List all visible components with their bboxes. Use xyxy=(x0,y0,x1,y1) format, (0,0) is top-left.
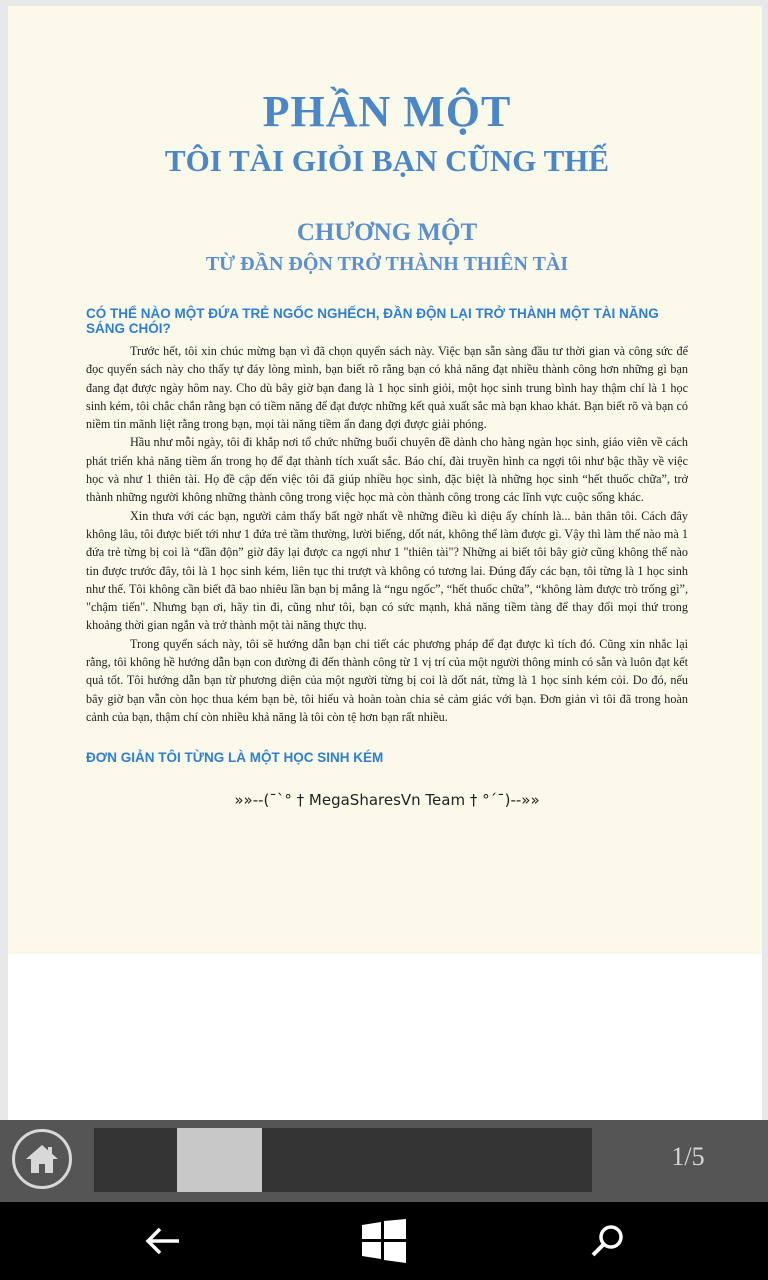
windows-logo-icon xyxy=(361,1219,407,1263)
reader-toolbar xyxy=(0,1120,768,1202)
viewer-frame-left xyxy=(0,0,8,1120)
chapter-title: CHƯƠNG MỘT xyxy=(296,219,478,246)
paragraph: Xin thưa với các bạn, người cảm thấy bất ngờ nhất về những điều kì diệu ấy chính là... bản thân tôi. Cách đây không lâu, tôi được biết tới như 1 đứa trẻ tầm thường, lười biếng, dốt nát, không thể làm được gì. Vậy thì làm thế nào mà 1 đứa trẻ từng bị coi là “đần độn” giờ đây lại được ca ngợi như 1 "thiên tài"? Những ai biết tôi bây giờ cũng không thể nào tin được trước đây, tôi là 1 học sinh kém, liên tục thi trượt và không có tương lai. Đúng đấy các bạn, tôi từng là 1 học sinh như thế. Tôi không cần biết đã bao nhiêu lần bạn bị mắng là “ngu ngốc”, “hết thuốc chữa”, “không làm được trò trống gì”, "chậm tiến". Nhưng bạn ơi, hãy tin đi, cũng như tôi, bạn có sức mạnh, khả năng tiềm tàng để thay đổi mọi thứ trong khoảng thời gian ngắn và trở thành một tài năng thực thụ. xyxy=(86,508,688,633)
chapter-subtitle: TỪ ĐẦN ĐỘN TRỞ THÀNH THIÊN TÀI xyxy=(205,253,569,275)
back-button[interactable] xyxy=(139,1217,187,1265)
part-title: PHẦN MỘT xyxy=(262,87,512,136)
paragraph: Hầu như mỗi ngày, tôi đi khắp nơi tổ chức những buổi chuyên đề dành cho hàng ngàn học sinh, giáo viên về cách phát triển khả năng tiềm ẩn trong họ để đạt thành tích xuất sắc. Báo chí, đài truyền hình ca ngợi tôi như bậc thầy về việc học và như 1 thiên tài. Họ đề cập đến việc tôi đã giúp nhiều học sinh, đặc biệt là những học sinh “hết thuốc chữa”, trở thành những người không những thành công trong việc học mà còn thành công trong các lĩnh vực cuộc sống khác. xyxy=(86,435,688,505)
windows-button[interactable] xyxy=(360,1217,408,1265)
search-button[interactable] xyxy=(584,1217,632,1265)
part-subtitle: TÔI TÀI GIỎI BẠN CŨNG THẾ xyxy=(164,143,610,178)
home-button[interactable] xyxy=(12,1129,72,1189)
signature: »»--(¯`° † MegaSharesVn Team † °´¯)--»» xyxy=(234,791,540,810)
page-indicator: 1/5 xyxy=(671,1142,705,1171)
section-heading: CÓ THỂ NÀO MỘT ĐỨA TRẺ NGỐC NGHẾCH, ĐẦN ĐỘN LẠI TRỞ THÀNH MỘT TÀI NĂNG SÁNG CHÓI? xyxy=(86,306,659,336)
page-scrollbar-thumb[interactable] xyxy=(177,1128,262,1192)
section-heading-2: ĐƠN GIẢN TÔI TỪNG LÀ MỘT HỌC SINH KÉM xyxy=(86,750,384,766)
system-navbar xyxy=(0,1202,768,1280)
search-icon xyxy=(589,1222,627,1260)
home-icon xyxy=(24,1142,60,1176)
viewer-frame-right xyxy=(762,0,768,1120)
paragraph: Trước hết, tôi xin chúc mừng bạn vì đã chọn quyển sách này. Việc bạn sẵn sàng đầu tư thời gian và công sức để đọc quyển sách này cho thấy tự đáy lòng mình, bạn biết rõ rằng bạn có khả năng đạt nhiều thành công hơn những gì bạn đang đạt được ngày hôm nay. Cho dù bây giờ bạn đang là 1 học sinh giỏi, một học sinh trung bình hay thậm chí là 1 học sinh kém, tôi chắc chắn rằng bạn có tiềm năng để đạt được những kết quả xuất sắc mà bạn khao khát. Bạn biết rõ và bạn có niềm tin mãnh liệt rằng trong bạn, mọi tài năng tiềm ẩn đang đợi được giải phóng. xyxy=(86,344,688,432)
back-arrow-icon xyxy=(144,1226,182,1256)
body-text xyxy=(86,342,688,726)
page-scrollbar[interactable] xyxy=(94,1128,592,1192)
document-page[interactable] xyxy=(8,6,762,954)
paragraph: Trong quyển sách này, tôi sẽ hướng dẫn bạn chi tiết các phương pháp để đạt được kì tích đó. Cũng xin nhắc lại rằng, tôi không hề hướng dẫn bạn con đường đi đến thành công từ 1 vị trí của một người thông minh có sẵn và luôn đạt kết quả tốt. Tôi hướng dẫn bạn từ phương diện của một người từng bị coi là dốt nát, từng là 1 học sinh kém cỏi. Do đó, nếu bây giờ bạn vẫn còn học thua kém bạn bè, tôi hiểu và hoàn toàn chia sẻ cảm giác với bạn. Đơn giản vì tôi đã trong hoàn cảnh của bạn, thậm chí còn nhiều khả năng là tôi còn tệ hơn bạn rất nhiều. xyxy=(86,636,688,724)
